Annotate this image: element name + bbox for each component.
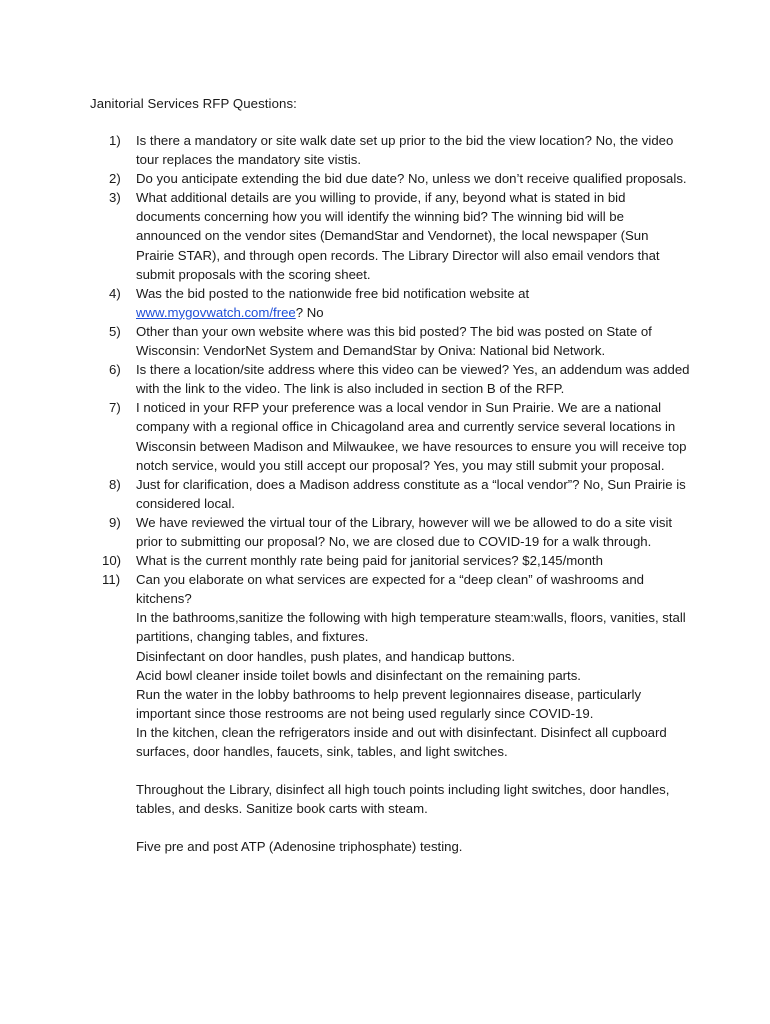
paragraph-spacer (136, 761, 690, 780)
paragraph-spacer (136, 818, 690, 837)
item-text: I noticed in your RFP your preference was a local vendor in Sun Prairie. We are a national company with a regional office in Chicagoland area and currently service several locations in Wisconsin between Madison and Milwaukee, we have resources to ensure you will receive top notch service, would you still accept our proposal? Yes, you may still submit your proposal. (136, 400, 687, 473)
answer-paragraph: Five pre and post ATP (Adenosine triphosphate) testing. (136, 839, 463, 855)
item-text: What is the current monthly rate being paid for janitorial services? $2,145/month (136, 553, 603, 569)
answer-line: Run the water in the lobby bathrooms to help prevent legionnaires disease, particularly important since those restrooms are not being used regularly since COVID-19. (136, 686, 642, 721)
item-number: 8) (109, 476, 121, 492)
item-text: What additional details are you willing to provide, if any, beyond what is stated in bid documents concerning how you will identify the winning bid? The winning bid will be announced on the vendor sites (DemandStar and Vendornet), the local newspaper (Sun Prairie STAR), and through open records. The Library Director will also email vendors that submit proposals with the scoring sheet. (136, 190, 660, 282)
item-text: Do you anticipate extending the bid due date? No, unless we don’t receive qualified proposals. (136, 171, 687, 187)
item-text-after: ? No (295, 304, 324, 320)
item-number: 11) (102, 572, 121, 588)
item-text-before: Was the bid posted to the nationwide free bid notification website at (136, 285, 530, 301)
question-item-9 (90, 513, 690, 551)
item-number: 4) (109, 285, 121, 301)
answer-line: In the kitchen, clean the refrigerators inside and out with disinfectant. Disinfect all cupboard surfaces, door handles, faucets, sink, tables, and light switches. (136, 724, 667, 759)
question-item-6 (90, 360, 690, 398)
item-number: 6) (109, 362, 121, 378)
answer-line: Acid bowl cleaner inside toilet bowls and disinfectant on the remaining parts. (136, 667, 581, 683)
item-number: 9) (109, 514, 121, 530)
item-text: Just for clarification, does a Madison address constitute as a “local vendor”? No, Sun Prairie is considered local. (136, 476, 686, 511)
document-title: Janitorial Services RFP Questions: (90, 96, 297, 111)
question-item-8 (90, 475, 690, 513)
question-item-2 (90, 169, 690, 188)
question-item-7 (90, 398, 690, 474)
item-text: We have reviewed the virtual tour of the Library, however will we be allowed to do a site visit prior to submitting our proposal? No, we are closed due to COVID-19 for a walk through. (136, 514, 673, 549)
question-item-10 (90, 551, 690, 570)
item-number: 1) (109, 133, 121, 148)
item-text: Is there a mandatory or site walk date set up prior to the bid the view location? No, the video tour replaces the mandatory site vistis. (136, 133, 674, 168)
question-item-4 (90, 284, 690, 322)
item-text: Is there a location/site address where this video can be viewed? Yes, an addendum was added with the link to the video. The link is also included in section B of the RFP. (136, 362, 690, 397)
item-question: Can you elaborate on what services are expected for a “deep clean” of washrooms and kitchens? (136, 572, 645, 607)
item-number: 5) (109, 323, 121, 339)
item-number: 10) (102, 553, 122, 569)
question-item-11 (90, 570, 690, 856)
answer-line: Disinfectant on door handles, push plates, and handicap buttons. (136, 648, 516, 664)
item-text: Other than your own website where was this bid posted? The bid was posted on State of Wisconsin: VendorNet System and DemandStar by Oniva: National bid Network. (136, 323, 652, 359)
question-list (90, 131, 690, 857)
item-text (136, 284, 690, 322)
question-item-3 (90, 188, 690, 283)
question-item-5 (90, 322, 690, 360)
mygovwatch-link[interactable]: www.mygovwatch.com/free (136, 304, 296, 320)
question-item-1 (90, 131, 690, 169)
item-number: 2) (109, 171, 121, 187)
answer-line: In the bathrooms,sanitize the following with high temperature steam:walls, floors, vanities, stall partitions, changing tables, and fixtures. (136, 610, 686, 645)
item-number: 7) (109, 400, 121, 416)
item-number: 3) (109, 190, 121, 206)
answer-paragraph: Throughout the Library, disinfect all high touch points including light switches, door handles, tables, and desks. Sanitize book carts with steam. (136, 782, 670, 817)
